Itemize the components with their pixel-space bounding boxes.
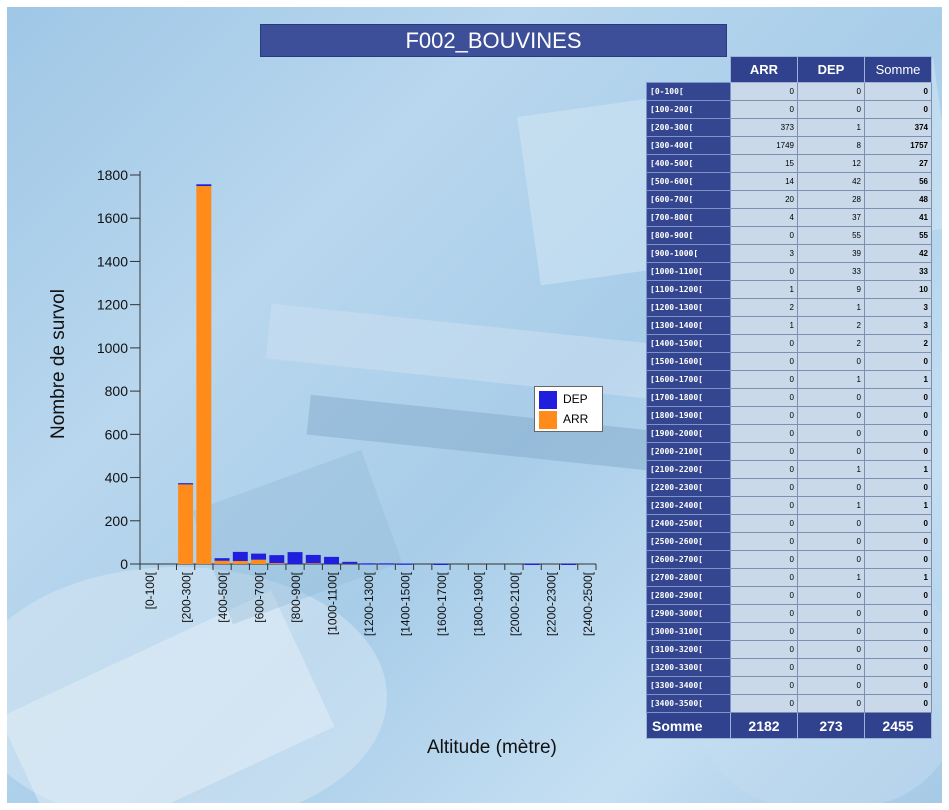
row-arr: 0 <box>731 479 798 497</box>
row-somme: 1 <box>865 371 932 389</box>
row-somme: 0 <box>865 515 932 533</box>
row-label: [2600-2700[ <box>647 551 731 569</box>
bar-dep <box>433 564 448 565</box>
row-arr: 0 <box>731 497 798 515</box>
row-label: [2800-2900[ <box>647 587 731 605</box>
row-arr: 0 <box>731 335 798 353</box>
bar-dep <box>379 563 394 564</box>
row-dep: 2 <box>798 335 865 353</box>
table-row <box>647 569 932 587</box>
table-row <box>647 677 932 695</box>
total-label: Somme <box>647 713 731 739</box>
table-header-dep: DEP <box>798 57 865 83</box>
row-label: [700-800[ <box>647 209 731 227</box>
table-row <box>647 641 932 659</box>
row-somme: 0 <box>865 695 932 713</box>
row-label: [300-400[ <box>647 137 731 155</box>
row-label: [900-1000[ <box>647 245 731 263</box>
legend-label-dep: DEP <box>563 392 588 406</box>
row-arr: 0 <box>731 371 798 389</box>
row-somme: 1 <box>865 497 932 515</box>
bar-arr <box>251 560 266 564</box>
bar-dep <box>306 555 321 563</box>
row-label: [3400-3500[ <box>647 695 731 713</box>
row-dep: 0 <box>798 677 865 695</box>
y-tick-label: 1000 <box>96 339 128 356</box>
row-arr: 0 <box>731 101 798 119</box>
row-dep: 37 <box>798 209 865 227</box>
total-arr: 2182 <box>731 713 798 739</box>
row-label: [2900-3000[ <box>647 605 731 623</box>
x-tick-label: [800-900[ <box>289 572 304 623</box>
table-row <box>647 245 932 263</box>
x-tick-label: [0-100[ <box>143 572 158 610</box>
row-arr: 0 <box>731 623 798 641</box>
row-label: [3000-3100[ <box>647 623 731 641</box>
table-row <box>647 623 932 641</box>
row-label: [2000-2100[ <box>647 443 731 461</box>
row-somme: 0 <box>865 677 932 695</box>
total-dep: 273 <box>798 713 865 739</box>
table-row <box>647 227 932 245</box>
row-dep: 0 <box>798 353 865 371</box>
table-header-arr: ARR <box>731 57 798 83</box>
row-somme: 0 <box>865 659 932 677</box>
row-dep: 0 <box>798 641 865 659</box>
x-tick-label: [200-300[ <box>179 572 194 623</box>
chart-legend <box>534 386 603 432</box>
bar-arr <box>178 483 193 564</box>
row-label: [100-200[ <box>647 101 731 119</box>
row-somme: 2 <box>865 335 932 353</box>
row-somme: 0 <box>865 443 932 461</box>
row-dep: 33 <box>798 263 865 281</box>
row-arr: 0 <box>731 677 798 695</box>
row-somme: 374 <box>865 119 932 137</box>
row-arr: 4 <box>731 209 798 227</box>
legend-swatch-arr <box>539 411 557 429</box>
x-tick-label: [1000-1100[ <box>325 572 340 636</box>
row-label: [600-700[ <box>647 191 731 209</box>
row-arr: 0 <box>731 425 798 443</box>
table-row <box>647 209 932 227</box>
row-arr: 0 <box>731 263 798 281</box>
bar-arr <box>306 563 321 564</box>
row-arr: 14 <box>731 173 798 191</box>
row-somme: 3 <box>865 317 932 335</box>
bar-dep <box>288 552 303 564</box>
table-header-somme: Somme <box>865 57 932 83</box>
table-row <box>647 515 932 533</box>
table-row <box>647 191 932 209</box>
table-row <box>647 119 932 137</box>
row-label: [1900-2000[ <box>647 425 731 443</box>
bar-arr <box>269 563 284 564</box>
table-row <box>647 299 932 317</box>
row-somme: 55 <box>865 227 932 245</box>
row-dep: 0 <box>798 479 865 497</box>
bar-dep <box>525 564 540 565</box>
row-label: [500-600[ <box>647 173 731 191</box>
row-arr: 20 <box>731 191 798 209</box>
table-row <box>647 317 932 335</box>
row-somme: 0 <box>865 623 932 641</box>
x-tick-label: [2200-2300[ <box>544 572 559 637</box>
row-somme: 0 <box>865 551 932 569</box>
bar-arr <box>215 561 230 564</box>
table-total-row <box>647 713 932 739</box>
row-somme: 0 <box>865 605 932 623</box>
row-label: [800-900[ <box>647 227 731 245</box>
table-row <box>647 443 932 461</box>
row-dep: 0 <box>798 659 865 677</box>
row-dep: 9 <box>798 281 865 299</box>
row-dep: 0 <box>798 695 865 713</box>
row-label: [0-100[ <box>647 83 731 101</box>
x-tick-label: [1400-1500[ <box>398 572 413 637</box>
table-row <box>647 605 932 623</box>
row-label: [2300-2400[ <box>647 497 731 515</box>
chart-title: F002_BOUVINES <box>260 24 727 57</box>
row-somme: 10 <box>865 281 932 299</box>
row-dep: 0 <box>798 407 865 425</box>
row-arr: 0 <box>731 407 798 425</box>
row-dep: 12 <box>798 155 865 173</box>
row-arr: 1 <box>731 281 798 299</box>
table-row <box>647 335 932 353</box>
row-arr: 0 <box>731 641 798 659</box>
row-arr: 0 <box>731 551 798 569</box>
table-row <box>647 533 932 551</box>
x-tick-label: [400-500[ <box>216 572 231 623</box>
table-row <box>647 83 932 101</box>
row-dep: 0 <box>798 443 865 461</box>
row-label: [3200-3300[ <box>647 659 731 677</box>
row-label: [3300-3400[ <box>647 677 731 695</box>
bar-dep <box>269 555 284 563</box>
row-somme: 0 <box>865 425 932 443</box>
data-table <box>646 56 932 739</box>
row-label: [1800-1900[ <box>647 407 731 425</box>
row-dep: 2 <box>798 317 865 335</box>
x-tick-label: [2000-2100[ <box>507 572 522 637</box>
row-somme: 27 <box>865 155 932 173</box>
x-tick-label: [600-700[ <box>252 572 267 623</box>
bar-dep <box>342 562 357 564</box>
row-dep: 0 <box>798 101 865 119</box>
row-somme: 1 <box>865 461 932 479</box>
row-somme: 0 <box>865 479 932 497</box>
row-label: [1400-1500[ <box>647 335 731 353</box>
table-row <box>647 461 932 479</box>
x-tick-label: [2400-2500[ <box>580 572 595 637</box>
row-somme: 33 <box>865 263 932 281</box>
row-arr: 0 <box>731 443 798 461</box>
table-row <box>647 389 932 407</box>
y-tick-label: 200 <box>104 512 128 529</box>
row-dep: 0 <box>798 533 865 551</box>
total-somme: 2455 <box>865 713 932 739</box>
row-somme: 0 <box>865 407 932 425</box>
row-dep: 1 <box>798 371 865 389</box>
bar-arr <box>233 561 248 564</box>
y-axis-label: Nombre de survol <box>48 289 69 439</box>
row-arr: 1 <box>731 317 798 335</box>
bar-dep <box>196 184 211 186</box>
row-dep: 8 <box>798 137 865 155</box>
row-arr: 0 <box>731 587 798 605</box>
row-dep: 1 <box>798 461 865 479</box>
table-body <box>647 83 932 713</box>
row-dep: 42 <box>798 173 865 191</box>
row-label: [2500-2600[ <box>647 533 731 551</box>
row-somme: 0 <box>865 389 932 407</box>
row-dep: 0 <box>798 425 865 443</box>
row-label: [200-300[ <box>647 119 731 137</box>
table-row <box>647 479 932 497</box>
row-somme: 3 <box>865 299 932 317</box>
row-label: [1200-1300[ <box>647 299 731 317</box>
table-row <box>647 263 932 281</box>
row-arr: 15 <box>731 155 798 173</box>
y-tick-label: 1600 <box>96 210 128 227</box>
table-row <box>647 155 932 173</box>
row-dep: 1 <box>798 569 865 587</box>
row-arr: 0 <box>731 533 798 551</box>
row-label: [1000-1100[ <box>647 263 731 281</box>
row-somme: 0 <box>865 587 932 605</box>
table-row <box>647 173 932 191</box>
row-dep: 0 <box>798 389 865 407</box>
row-arr: 0 <box>731 461 798 479</box>
bar-dep <box>233 552 248 561</box>
row-dep: 1 <box>798 497 865 515</box>
row-label: [2200-2300[ <box>647 479 731 497</box>
row-label: [1700-1800[ <box>647 389 731 407</box>
table-header-empty <box>647 57 731 83</box>
y-tick-label: 0 <box>120 556 128 572</box>
legend-swatch-dep <box>539 391 557 409</box>
row-somme: 1757 <box>865 137 932 155</box>
bar-dep <box>361 563 376 564</box>
row-somme: 0 <box>865 83 932 101</box>
row-label: [1300-1400[ <box>647 317 731 335</box>
y-tick-label: 1400 <box>96 253 128 270</box>
row-arr: 0 <box>731 353 798 371</box>
bar-arr <box>196 186 211 564</box>
row-arr: 0 <box>731 515 798 533</box>
row-dep: 1 <box>798 299 865 317</box>
row-somme: 0 <box>865 101 932 119</box>
row-arr: 0 <box>731 605 798 623</box>
row-arr: 0 <box>731 569 798 587</box>
row-arr: 373 <box>731 119 798 137</box>
y-tick-label: 600 <box>104 426 128 443</box>
row-somme: 48 <box>865 191 932 209</box>
row-label: [1500-1600[ <box>647 353 731 371</box>
row-somme: 0 <box>865 353 932 371</box>
table-row <box>647 425 932 443</box>
table-row <box>647 587 932 605</box>
x-axis-label: Altitude (mètre) <box>427 737 557 758</box>
row-label: [2100-2200[ <box>647 461 731 479</box>
row-somme: 56 <box>865 173 932 191</box>
table-row <box>647 695 932 713</box>
row-somme: 42 <box>865 245 932 263</box>
bar-dep <box>251 554 266 560</box>
table-row <box>647 137 932 155</box>
row-arr: 0 <box>731 389 798 407</box>
table-header-row <box>647 57 932 83</box>
row-arr: 1749 <box>731 137 798 155</box>
data-table-container <box>646 56 931 739</box>
x-tick-label: [1600-1700[ <box>434 572 449 637</box>
table-row <box>647 101 932 119</box>
table-row <box>647 551 932 569</box>
row-label: [1100-1200[ <box>647 281 731 299</box>
row-somme: 0 <box>865 533 932 551</box>
bar-dep <box>178 483 193 484</box>
legend-label-arr: ARR <box>563 412 589 426</box>
bar-dep <box>561 564 576 565</box>
row-dep: 1 <box>798 119 865 137</box>
row-somme: 1 <box>865 569 932 587</box>
table-row <box>647 407 932 425</box>
table-row <box>647 353 932 371</box>
bar-dep <box>397 564 412 565</box>
bar-dep <box>324 557 339 564</box>
row-arr: 3 <box>731 245 798 263</box>
y-tick-label: 1800 <box>96 167 128 183</box>
x-tick-label: [1200-1300[ <box>362 572 376 637</box>
row-label: [2400-2500[ <box>647 515 731 533</box>
table-row <box>647 497 932 515</box>
row-dep: 0 <box>798 551 865 569</box>
table-row <box>647 371 932 389</box>
row-label: [2700-2800[ <box>647 569 731 587</box>
row-arr: 2 <box>731 299 798 317</box>
table-row <box>647 281 932 299</box>
row-dep: 0 <box>798 605 865 623</box>
row-dep: 0 <box>798 587 865 605</box>
row-somme: 41 <box>865 209 932 227</box>
row-somme: 0 <box>865 641 932 659</box>
table-row <box>647 659 932 677</box>
row-dep: 0 <box>798 623 865 641</box>
row-dep: 0 <box>798 83 865 101</box>
row-label: [1600-1700[ <box>647 371 731 389</box>
y-tick-label: 1200 <box>96 296 128 313</box>
x-tick-label: [1800-1900[ <box>471 572 486 637</box>
row-dep: 0 <box>798 515 865 533</box>
row-arr: 0 <box>731 83 798 101</box>
row-arr: 0 <box>731 695 798 713</box>
row-dep: 28 <box>798 191 865 209</box>
y-tick-label: 800 <box>104 383 128 400</box>
row-arr: 0 <box>731 227 798 245</box>
row-dep: 39 <box>798 245 865 263</box>
bar-dep <box>215 558 230 561</box>
row-arr: 0 <box>731 659 798 677</box>
row-label: [3100-3200[ <box>647 641 731 659</box>
row-label: [400-500[ <box>647 155 731 173</box>
row-dep: 55 <box>798 227 865 245</box>
y-tick-label: 400 <box>104 469 128 486</box>
